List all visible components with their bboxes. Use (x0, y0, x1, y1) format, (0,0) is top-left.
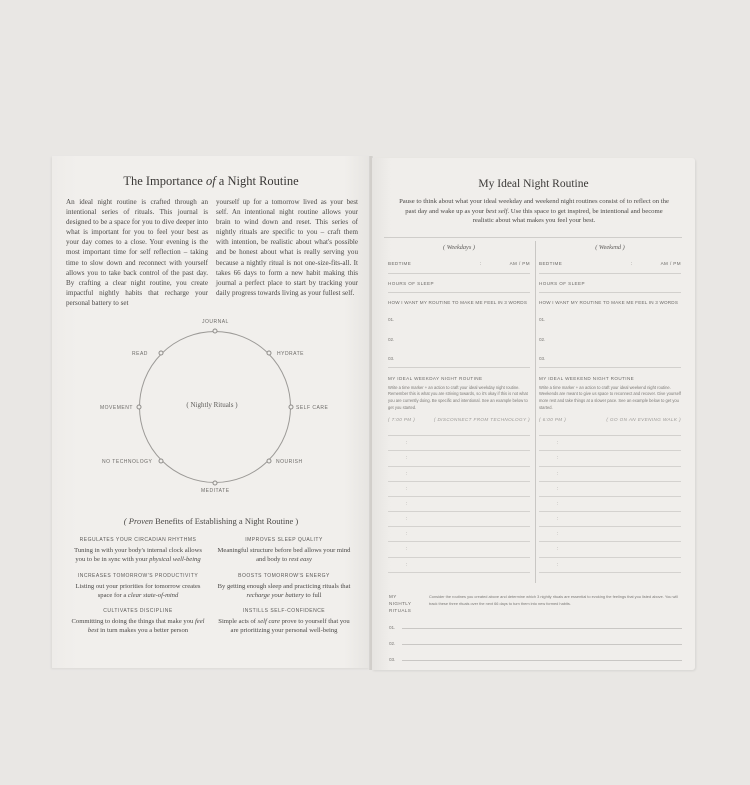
routine-slot[interactable]: : (539, 542, 681, 557)
benefits-title-italic: Proven (128, 516, 153, 526)
right-page-intro: Pause to think about what your ideal weekday and weekend night routines consist of to reflect on the past day and wake up as your best self. Use this space to get inspired, be intentional and become realistic about what makes you feel your best. (399, 198, 669, 225)
intro-text (66, 197, 358, 308)
routine-slot[interactable]: : (539, 467, 681, 482)
benefits-title-rest: Benefits of Establishing a Night Routine ) (153, 516, 299, 526)
label-meditate: MEDITATE (201, 488, 230, 494)
bedtime-label: BEDTIME (388, 261, 412, 266)
weekdays-column (388, 241, 530, 573)
example-time: ( 7:00 PM ) (388, 417, 416, 423)
benefit-item (70, 537, 206, 565)
title-text: The Importance (123, 174, 206, 188)
ritual-line[interactable]: 03. (389, 646, 682, 662)
benefit-text: Listing out your priorities for tomorrow creates space for a clear state-of-mind (75, 582, 201, 599)
hours-of-sleep-label: HOURS OF SLEEP (539, 281, 585, 286)
label-hydrate: HYDRATE (277, 351, 305, 357)
node-no-technology (159, 459, 164, 464)
nightly-rituals-section (389, 593, 682, 662)
node-hydrate (267, 351, 272, 356)
feel-word-3[interactable]: 03. (539, 356, 546, 361)
weekdays-heading: ( Weekdays ) (443, 244, 475, 251)
divider (384, 237, 682, 238)
feel-word-1[interactable]: 01. (539, 317, 546, 322)
routine-slot[interactable]: : (539, 512, 681, 527)
rituals-label: MY NIGHTLY RITUALS (389, 594, 412, 613)
time-colon: : (480, 261, 482, 266)
weekend-example-row (539, 417, 681, 436)
routine-slot[interactable]: : (539, 497, 681, 512)
feel-word-1[interactable]: 01. (388, 317, 395, 322)
time-colon: : (631, 261, 633, 266)
benefit-item (216, 537, 352, 565)
weekend-bedtime-field[interactable] (539, 254, 681, 274)
intro-column-2: yourself up for a tomorrow lived as your best self. An intentional night routine allows your brain to wind down and reset. This series of nightly rituals are specific to you – craft them with intention, be realistic about what's possible and be honest about what is really serving you because a nightly ritual is not one-size-fits-all. It takes 66 days to form a new habit making this journal a perfect place to start by tracking your daily progress towards living as your fullest self. (216, 198, 358, 297)
benefit-text: Meaningful structure before bed allows your mind and body to rest easy (217, 547, 351, 564)
bedtime-label: BEDTIME (539, 261, 563, 266)
benefit-text: Simple acts of self care prove to yourself that you are prioritizing your personal well-being (218, 618, 350, 635)
routine-slot[interactable]: : (539, 527, 681, 542)
left-page (52, 156, 370, 668)
benefit-heading: INCREASES TOMORROW'S PRODUCTIVITY (77, 572, 199, 579)
routine-slot[interactable]: : (539, 436, 681, 451)
benefit-item (70, 608, 206, 636)
weekday-routine-desc: Write a time marker + an action to craft your ideal weekday night routine. Remember this is what you are striving towards, so it's okay if this is not what you are currently doing. Be specific and intentional. See an example below to get you started. (388, 384, 528, 411)
column-divider (535, 241, 536, 583)
example-action: ( GO ON AN EVENING WALK ) (606, 417, 681, 423)
weekday-example-row (388, 417, 530, 436)
right-page-title: My Ideal Night Routine (478, 178, 589, 190)
routine-slot[interactable]: : (388, 558, 530, 573)
weekday-bedtime-field[interactable] (388, 254, 530, 274)
benefits-grid (70, 537, 352, 636)
nightly-rituals-wheel (92, 316, 332, 498)
title-italic: of (205, 174, 216, 188)
am-pm-label: AM / PM (509, 261, 530, 266)
benefit-text: Committing to doing the things that make you feel best in turn makes you a better person (71, 618, 205, 635)
example-time: ( 6:00 PM ) (539, 417, 567, 423)
routine-slot[interactable]: : (388, 512, 530, 527)
weekend-hours-of-sleep-field[interactable] (539, 274, 681, 293)
node-nourish (267, 459, 272, 464)
weekday-routine-label: MY IDEAL WEEKDAY NIGHT ROUTINE (388, 375, 483, 381)
divider (539, 367, 681, 368)
weekend-column (539, 241, 681, 573)
feel-word-2[interactable]: 02. (539, 336, 546, 342)
label-read: READ (132, 351, 148, 357)
benefit-item (216, 573, 352, 601)
label-movement: MOVEMENT (100, 405, 133, 411)
routine-slot[interactable]: : (539, 482, 681, 497)
label-nourish: NOURISH (276, 459, 303, 465)
routine-slot[interactable]: : (388, 436, 530, 451)
benefit-item (216, 608, 352, 636)
benefit-heading: IMPROVES SLEEP QUALITY (245, 537, 323, 543)
right-page (372, 158, 695, 670)
label-no-technology: NO TECHNOLOGY (102, 459, 153, 465)
benefits-title (52, 516, 370, 526)
benefit-heading: REGULATES YOUR CIRCADIAN RHYTHMS (79, 537, 197, 543)
rituals-header (389, 593, 682, 614)
benefit-item (70, 573, 206, 601)
routine-slot[interactable]: : (388, 482, 530, 497)
feel-word-2[interactable]: 02. (388, 336, 395, 342)
am-pm-label: AM / PM (660, 261, 681, 266)
routine-slot[interactable]: : (388, 497, 530, 512)
routine-slot[interactable]: : (539, 451, 681, 466)
feel-words-label: HOW I WANT MY ROUTINE TO MAKE ME FEEL IN 3 WORDS (539, 300, 679, 305)
weekend-routine-label: MY IDEAL WEEKEND NIGHT ROUTINE (539, 375, 635, 381)
benefit-heading: CULTIVATES DISCIPLINE (103, 608, 173, 615)
routine-slot[interactable]: : (388, 451, 530, 466)
left-page-title (52, 174, 370, 189)
title-text-end: a Night Routine (215, 174, 299, 188)
intro-column-1: An ideal night routine is crafted through an intentional series of rituals. This journal is designed to be a space for you to dive deeper into what is important for you to feel your best as your day comes to a close. Your evening is the most important time for self reflection – taking time to slow down and reconnect with yourself allows you to take back control of the past day. By crafting a clear night routine, you create impactful nightly habits that recharge your personal battery to set (66, 198, 208, 307)
weekday-hours-of-sleep-field[interactable] (388, 274, 530, 293)
node-read (159, 351, 164, 356)
label-self-care: SELF CARE (296, 405, 329, 411)
routine-slot[interactable]: : (388, 467, 530, 482)
weekend-routine-desc: Write a time marker + an action to craft your ideal weekend night routine. Weekends are meant to give us space to reconnect and recover. Give yourself more rest and take things at a slower pace. See an example below to get you started. (539, 384, 681, 411)
benefit-heading: INSTILLS SELF-CONFIDENCE (242, 608, 326, 615)
label-journal: JOURNAL (202, 319, 229, 325)
routine-slot[interactable]: : (539, 558, 681, 573)
benefit-text: Tuning in with your body's internal clock allows you to be in sync with your physical well-being (74, 547, 202, 564)
node-journal (213, 329, 218, 334)
ritual-line[interactable]: 02. (389, 630, 682, 646)
divider (388, 367, 530, 368)
example-action: ( DISCONNECT FROM TECHNOLOGY ) (433, 417, 530, 423)
benefit-heading: BOOSTS TOMORROW'S ENERGY (238, 572, 330, 579)
node-meditate (213, 481, 218, 486)
ritual-line[interactable]: 01. (389, 614, 682, 630)
wheel-center-label: ( Nightly Rituals ) (186, 401, 238, 409)
routine-slot[interactable]: : (388, 542, 530, 557)
weekend-heading: ( Weekend ) (595, 244, 625, 251)
feel-words-label: HOW I WANT MY ROUTINE TO MAKE ME FEEL IN 3 WORDS (388, 300, 528, 305)
routine-slot[interactable]: : (388, 527, 530, 542)
benefit-text: By getting enough sleep and practicing rituals that recharge your battery to full (217, 582, 351, 599)
paren-open: ( (123, 516, 129, 526)
rituals-desc: Consider the routines you created above and determine which 3 nightly rituals are essential to evoking the feelings that you listed above. You will track these three rituals over the next 66 days to turn them into new formed habits. (429, 594, 678, 606)
feel-word-3[interactable]: 03. (388, 356, 395, 361)
hours-of-sleep-label: HOURS OF SLEEP (388, 281, 434, 286)
